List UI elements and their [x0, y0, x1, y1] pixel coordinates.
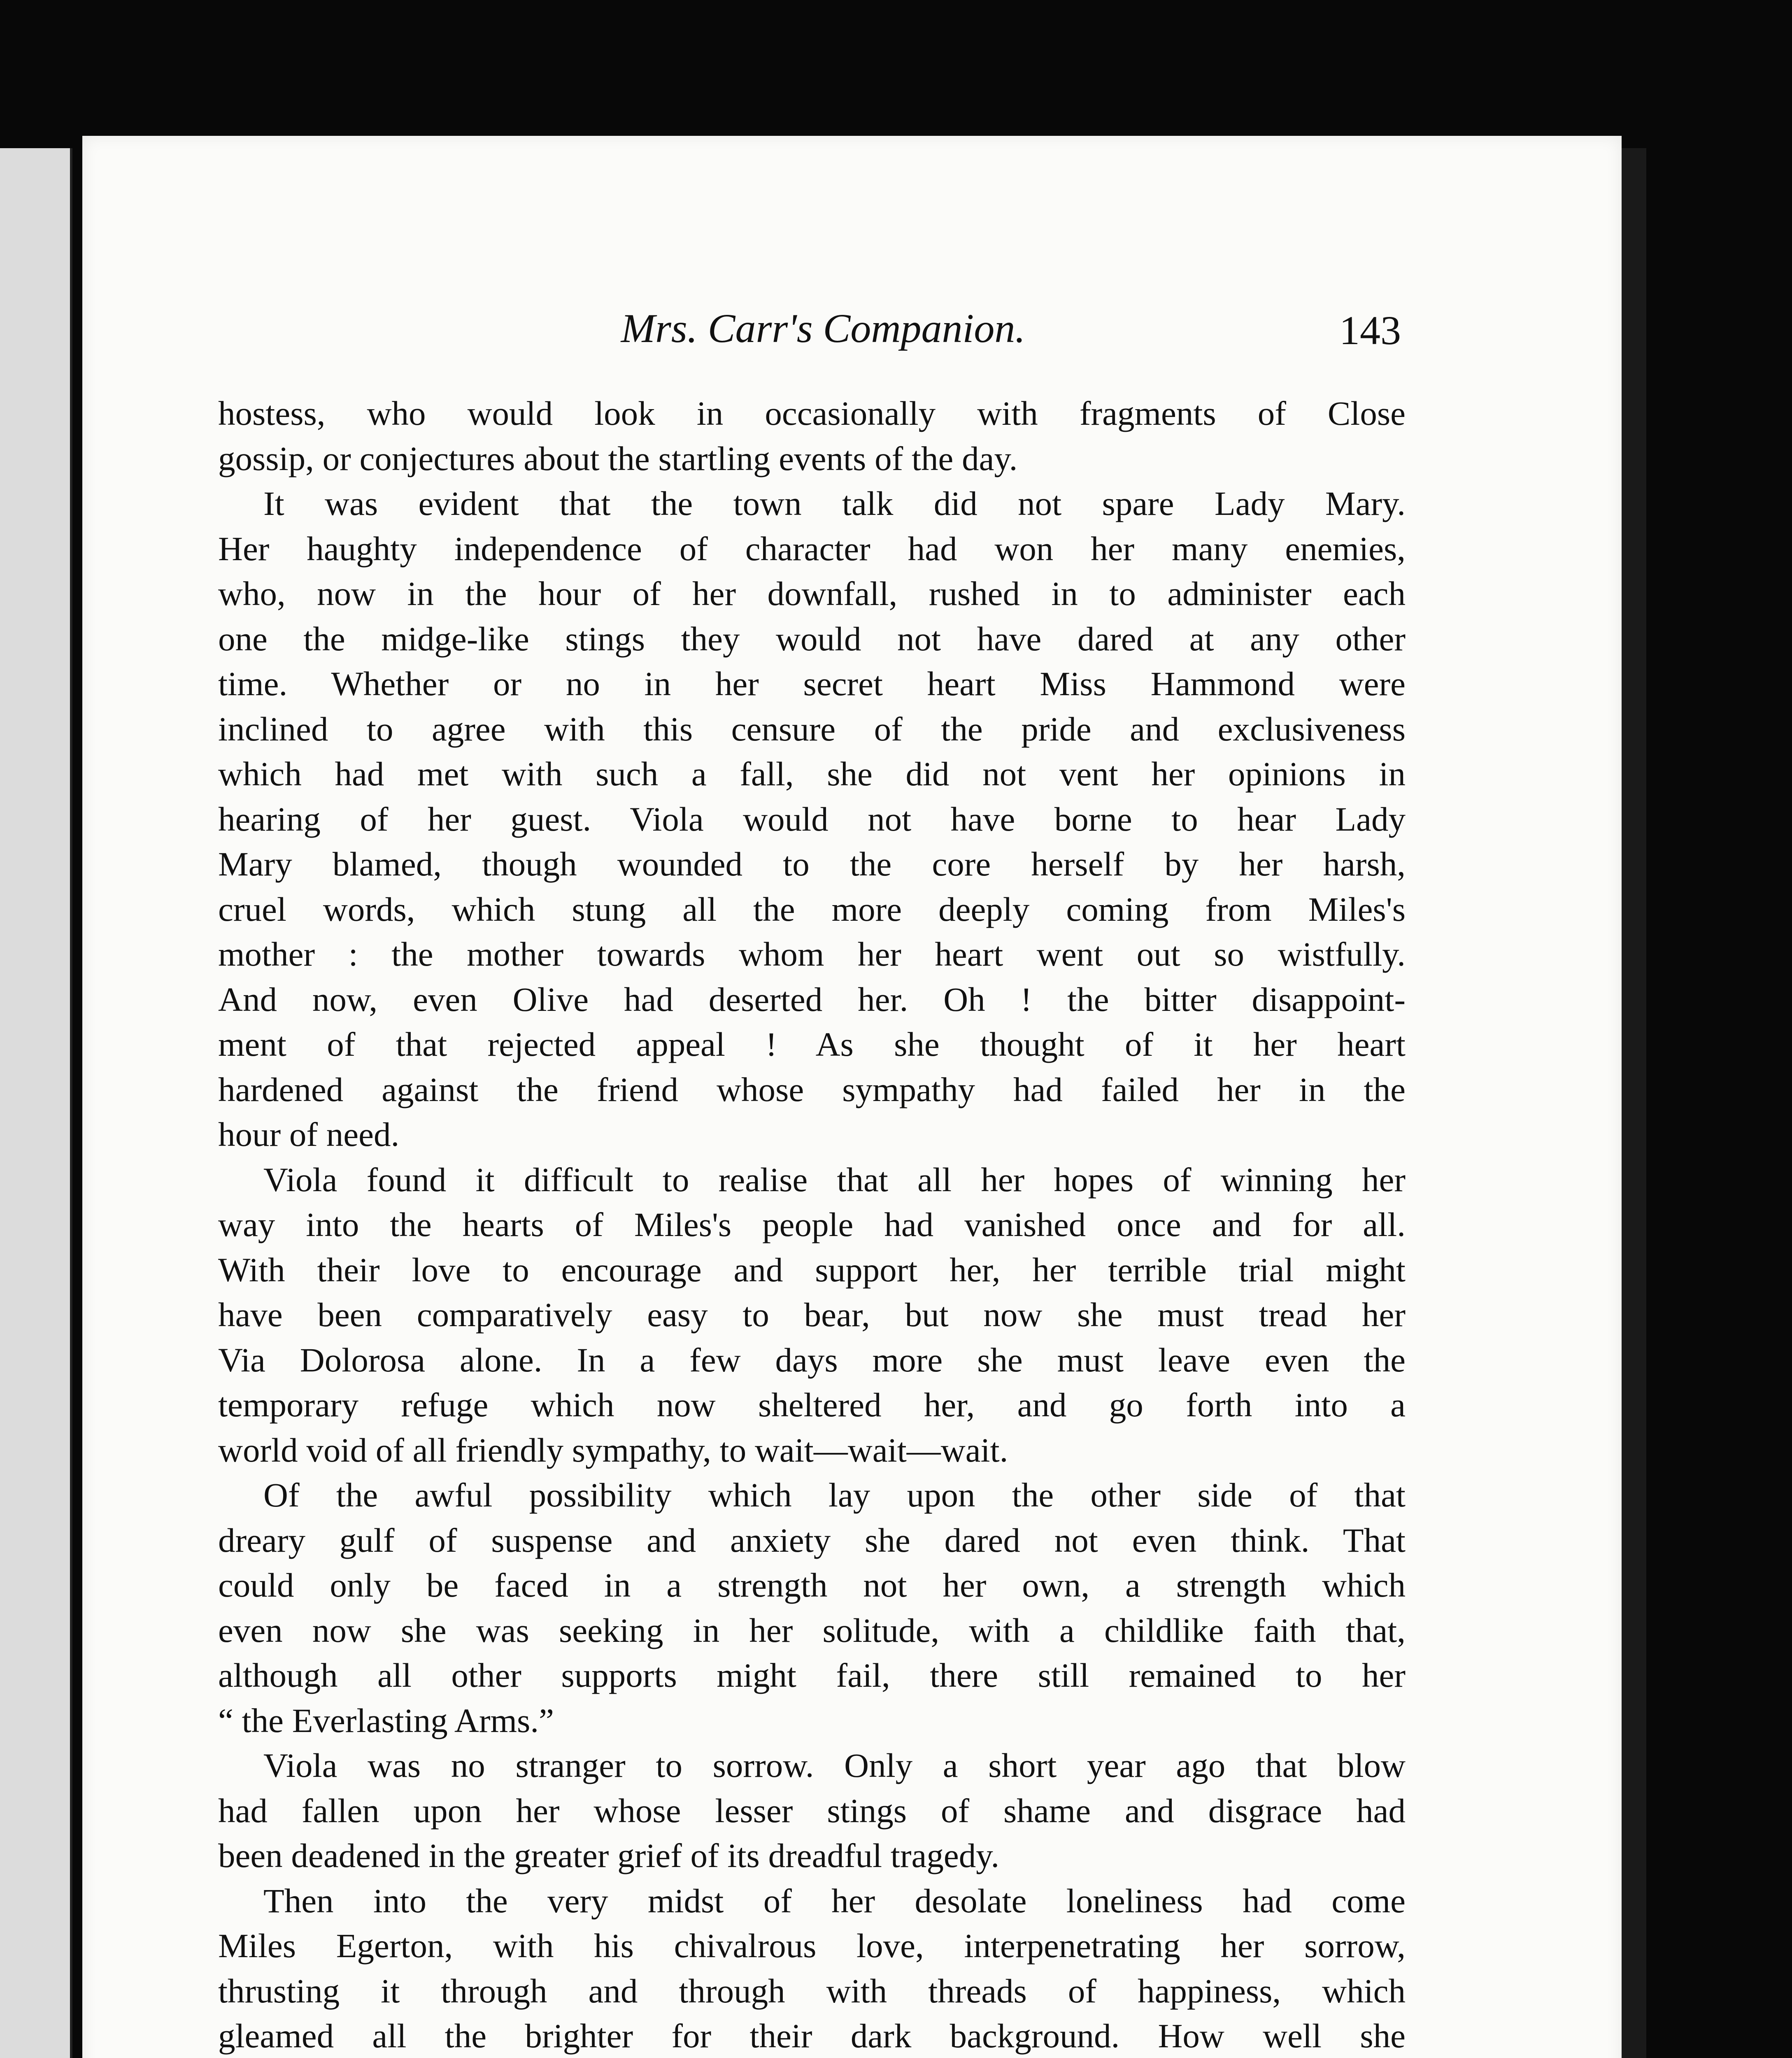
text-line: although all other supports might fail, there still remained to her [218, 1656, 1406, 1694]
previous-page-edge [0, 148, 72, 2058]
text-line: Mary blamed, though wounded to the core herself by her harsh, [218, 845, 1406, 883]
text-line: hearing of her guest. Viola would not have borne to hear Lady [218, 800, 1406, 838]
text-line: Miles Egerton, with his chivalrous love, interpenetrating her sorrow, [218, 1927, 1406, 1965]
text-line: inclined to agree with this censure of the pride and exclusiveness [218, 710, 1406, 748]
text-line: world void of all friendly sympathy, to wait—wait—wait. [218, 1431, 1008, 1469]
text-line: cruel words, which stung all the more deeply coming from Miles's [218, 890, 1406, 928]
text-line: thrusting it through and through with threads of happiness, which [218, 1972, 1406, 2010]
text-line: who, now in the hour of her downfall, rushed in to administer each [218, 575, 1406, 612]
text-line: Viola was no stranger to sorrow. Only a short year ago that blow [263, 1746, 1406, 1784]
text-line: “ the Everlasting Arms.” [218, 1701, 554, 1739]
text-line: dreary gulf of suspense and anxiety she dared not even think. That [218, 1521, 1406, 1559]
text-line: With their love to encourage and support her, her terrible trial might [218, 1250, 1406, 1289]
text-line: had fallen upon her whose lesser stings of shame and disgrace had [218, 1791, 1406, 1830]
text-line: time. Whether or no in her secret heart Miss Hammond were [218, 665, 1406, 703]
text-line: Of the awful possibility which lay upon the other side of that [263, 1476, 1406, 1514]
text-line: hour of need. [218, 1115, 400, 1153]
text-line: ment of that rejected appeal ! As she thought of it her heart [218, 1025, 1406, 1063]
text-line: gleamed all the brighter for their dark background. How well she [218, 2017, 1406, 2055]
text-line: even now she was seeking in her solitude, with a childlike faith that, [218, 1611, 1406, 1649]
text-line: hostess, who would look in occasionally with fragments of Close [218, 394, 1406, 432]
text-line: mother : the mother towards whom her heart went out so wistfully. [218, 935, 1406, 973]
text-line: Her haughty independence of character had won her many enemies, [218, 529, 1406, 568]
text-line: which had met with such a fall, she did not vent her opinions in [218, 755, 1406, 793]
text-line: hardened against the friend whose sympathy had failed her in the [218, 1070, 1406, 1108]
text-line: gossip, or conjectures about the startling events of the day. [218, 439, 1018, 477]
text-line: Viola found it difficult to realise that all her hopes of winning her [263, 1160, 1406, 1199]
page-number: 143 [1339, 307, 1401, 353]
text-line: And now, even Olive had deserted her. Oh ! the bitter disappoint- [218, 980, 1406, 1018]
text-line: could only be faced in a strength not her own, a strength which [218, 1566, 1406, 1604]
text-line: Then into the very midst of her desolate loneliness had come [263, 1881, 1406, 1920]
running-title: Mrs. Carr's Companion. [621, 305, 1026, 351]
text-line: It was evident that the town talk did not spare Lady Mary. [263, 484, 1406, 522]
page-binding-shadow [1622, 148, 1646, 2058]
body-text [218, 391, 1406, 2058]
text-line: way into the hearts of Miles's people had vanished once and for all. [218, 1206, 1406, 1243]
text-line: been deadened in the greater grief of its dreadful tragedy. [218, 1837, 1000, 1874]
text-line: Via Dolorosa alone. In a few days more she must leave even the [218, 1341, 1406, 1379]
text-line: temporary refuge which now sheltered her, and go forth into a [218, 1386, 1406, 1424]
text-line: have been comparatively easy to bear, but now she must tread her [218, 1296, 1406, 1334]
text-line: one the midge-like stings they would not have dared at any other [218, 619, 1406, 658]
